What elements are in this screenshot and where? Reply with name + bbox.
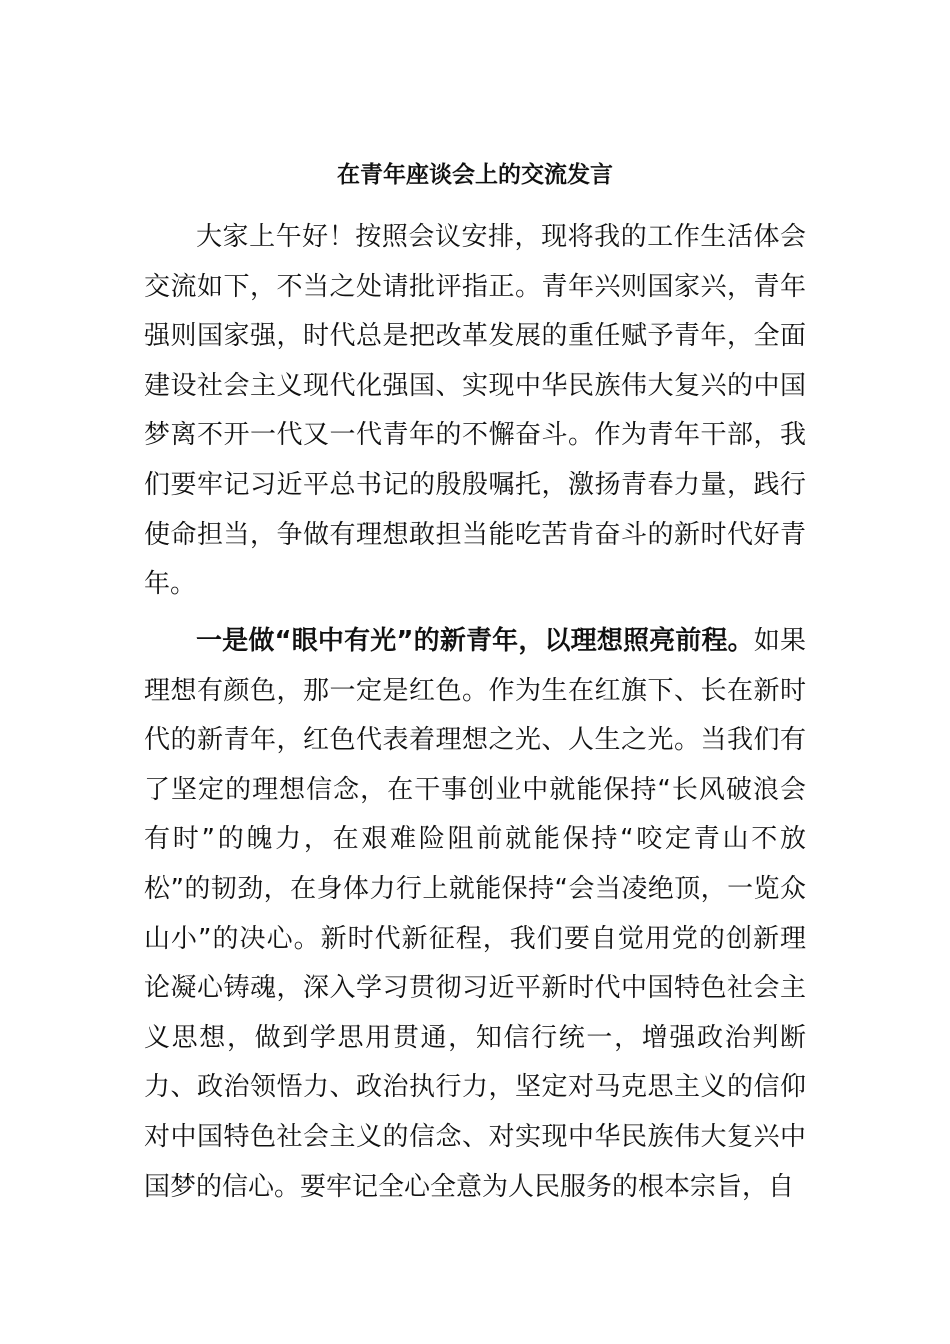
paragraph-1 — [144, 213, 806, 610]
paragraph-1-text: 大家上午好！按照会议安排，现将我的工作生活体会交流如下，不当之处请批评指正。青年兴则国家兴，青年强则国家强，时代总是把改革发展的重任赋予青年，全面建设社会主义现代化强国、实现中华民族伟大复兴的中国梦离不开一代又一代青年的不懈奋斗。作为青年干部，我们要牢记习近平总书记的殷殷嘱托，激扬青春力量，践行使命担当，争做有理想敢担当能吃苦肯奋斗的新时代好青年。 — [144, 222, 806, 600]
paragraph-2 — [144, 617, 806, 1212]
paragraph-2-lead: 一是做“眼中有光”的新青年，以理想照亮前程。 — [196, 626, 754, 656]
paragraph-2-text: 如果理想有颜色，那一定是红色。作为生在红旗下、长在新时代的新青年，红色代表着理想之光、人生之光。当我们有了坚定的理想信念，在干事创业中就能保持“长风破浪会有时”的魄力，在艰难险阻前就能保持“咬定青山不放松”的韧劲，在身体力行上就能保持“会当凌绝顶，一览众山小”的决心。新时代新征程，我们要自觉用党的创新理论凝心铸魂，深入学习贯彻习近平新时代中国特色社会主义思想，做到学思用贯通，知信行统一，增强政治判断力、政治领悟力、政治执行力，坚定对马克思主义的信仰对中国特色社会主义的信念、对实现中华民族伟大复兴中国梦的信心。要牢记全心全意为人民服务的根本宗旨，自 — [144, 626, 806, 1202]
document-title: 在青年座谈会上的交流发言 — [337, 162, 613, 188]
